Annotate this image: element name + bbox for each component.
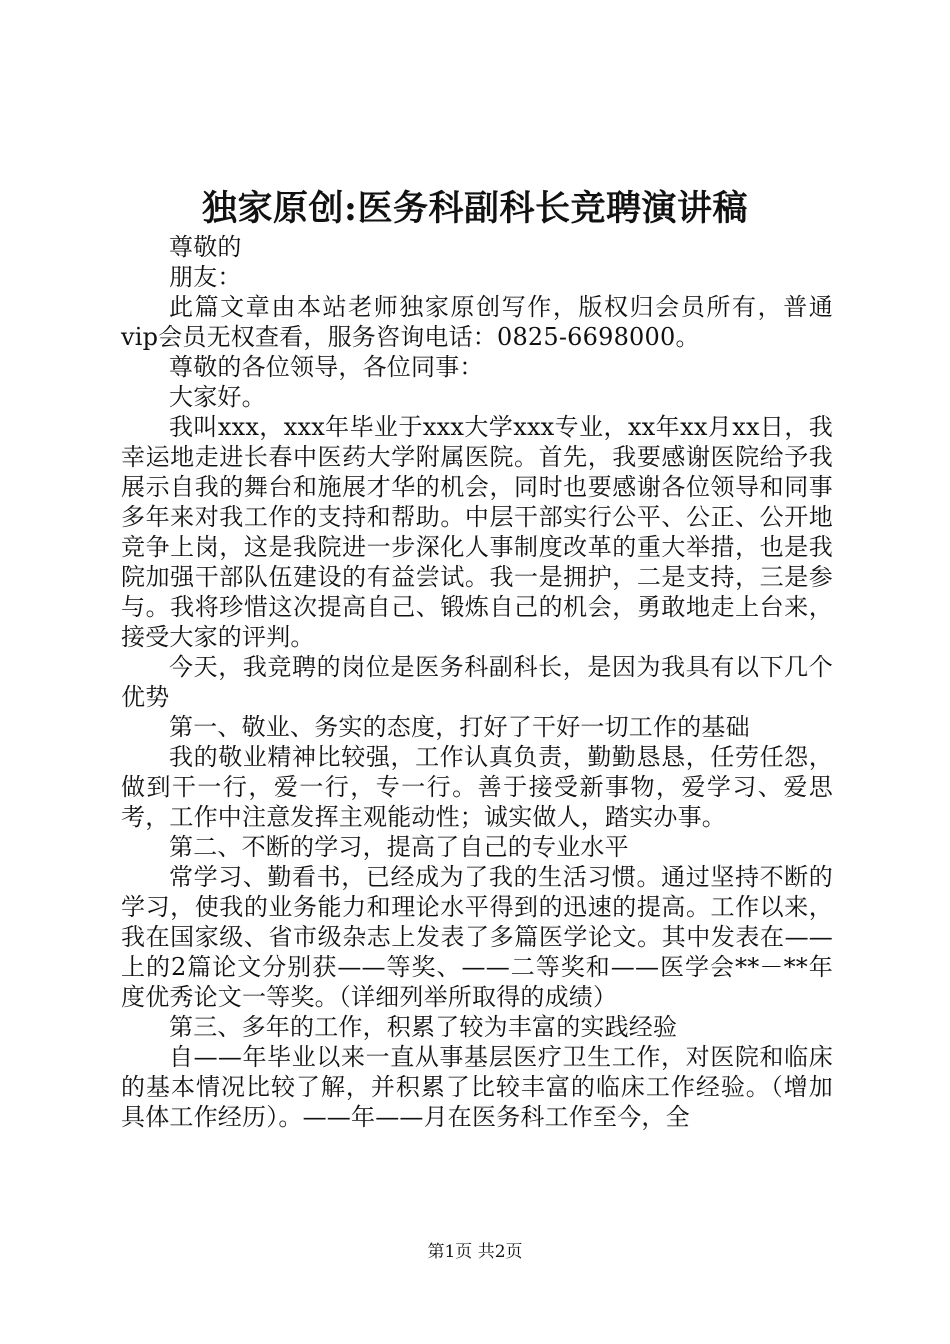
paragraph: 此篇文章由本站老师独家原创写作，版权归会员所有，普通vip会员无权查看，服务咨询电话：0825-6698000。: [121, 293, 833, 351]
paragraph: 大家好。: [169, 383, 266, 411]
page-number-footer: 第1页 共2页: [427, 1242, 523, 1262]
paragraph: 我叫xxx，xxx年毕业于xxx大学xxx专业，xx年xx月xx日，我幸运地走进长春中医药大学附属医院。首先，我要感谢医院给予我展示自我的舞台和施展才华的机会，同时也要感谢各位领导和同事多年来对我工作的支持和帮助。中层干部实行公平、公正、公开地竞争上岗，这是我院进一步深化人事制度改革的重大举措，也是我院加强干部队伍建设的有益尝试。我一是拥护，二是支持，三是参与。我将珍惜这次提高自己、锻炼自己的机会，勇敢地走上台来，接受大家的评判。: [121, 413, 833, 651]
section-heading: 第一、敬业、务实的态度，打好了干好一切工作的基础: [169, 713, 750, 741]
paragraph: 我的敬业精神比较强，工作认真负责，勤勤恳恳，任劳任怨，做到干一行，爱一行，专一行。善于接受新事物，爱学习、爱思考，工作中注意发挥主观能动性；诚实做人，踏实办事。: [121, 743, 833, 831]
section-heading: 第二、不断的学习，提高了自己的专业水平: [169, 833, 629, 861]
paragraph: 朋友：: [169, 263, 242, 291]
paragraph: 尊敬的各位领导，各位同事：: [169, 353, 484, 381]
document-body: [121, 232, 833, 1132]
section-heading: 第三、多年的工作，积累了较为丰富的实践经验: [169, 1013, 678, 1041]
page-title: 独家原创:医务科副科长竞聘演讲稿: [202, 188, 748, 229]
paragraph: 尊敬的: [169, 233, 242, 261]
paragraph: 常学习、勤看书，已经成为了我的生活习惯。通过坚持不断的学习，使我的业务能力和理论水平得到的迅速的提高。工作以来，我在国家级、省市级杂志上发表了多篇医学论文。其中发表在——上的2篇论文分别获——等奖、——二等奖和——医学会**－**年度优秀论文一等奖。（详细列举所取得的成绩）: [121, 863, 833, 1011]
paragraph: 今天，我竞聘的岗位是医务科副科长，是因为我具有以下几个优势: [121, 653, 833, 711]
paragraph: 自——年毕业以来一直从事基层医疗卫生工作，对医院和临床的基本情况比较了解，并积累了比较丰富的临床工作经验。（增加具体工作经历）。——年——月在医务科工作至今，全: [121, 1043, 833, 1131]
